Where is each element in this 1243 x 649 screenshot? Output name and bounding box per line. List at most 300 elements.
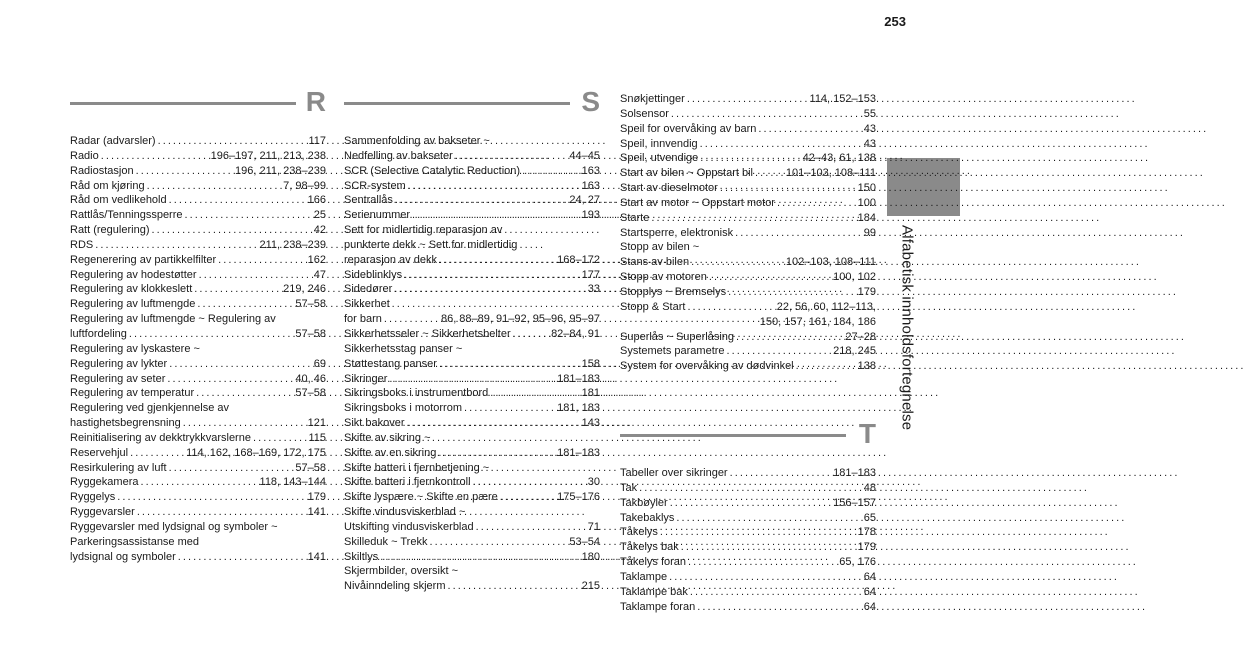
entry-term: SCR (Selective Catalytic Reduction) bbox=[344, 164, 521, 177]
entry-term: Tåkelys bbox=[620, 526, 658, 539]
entry-term: Takebaklys bbox=[620, 511, 675, 524]
entry-pages: 141 bbox=[307, 506, 326, 519]
entry-row bbox=[620, 285, 876, 300]
entry-text-line: Sikkerhet bbox=[344, 298, 390, 311]
index-entry bbox=[620, 107, 876, 122]
entry-pages: 175–176 bbox=[557, 491, 600, 504]
entry-text-line: Skifte vindusviskerblad ~ bbox=[344, 506, 466, 519]
entry-text-line: Skifte av sikring ~ bbox=[344, 431, 431, 444]
entry-row bbox=[620, 211, 876, 226]
index-entry bbox=[344, 431, 600, 461]
dot-leader bbox=[464, 401, 555, 416]
dot-leader bbox=[691, 255, 784, 270]
index-entry bbox=[70, 461, 326, 476]
entry-pages: 162 bbox=[307, 253, 326, 266]
entry-pages: 143 bbox=[581, 417, 600, 430]
entry-pages: 168–172 bbox=[557, 253, 600, 266]
entry-row bbox=[70, 149, 326, 164]
entry-pages: 219, 246 bbox=[283, 283, 326, 296]
entry-row bbox=[70, 505, 326, 520]
dot-leader bbox=[412, 208, 580, 223]
entry-row bbox=[620, 466, 876, 481]
entry-row bbox=[344, 164, 600, 179]
index-entry bbox=[70, 520, 326, 565]
index-entry bbox=[70, 386, 326, 401]
entry-term: RDS bbox=[70, 238, 94, 251]
entry-row bbox=[620, 481, 876, 496]
dot-leader bbox=[730, 466, 832, 481]
index-entry bbox=[70, 372, 326, 387]
entry-term: Reservehjul bbox=[70, 446, 129, 459]
page-number: 253 bbox=[884, 14, 906, 29]
dot-leader bbox=[687, 92, 808, 107]
index-entry bbox=[344, 327, 600, 342]
index-entry bbox=[620, 92, 876, 107]
entry-row bbox=[344, 550, 600, 565]
entry-row bbox=[344, 268, 600, 283]
entry-pages: 163 bbox=[581, 164, 600, 177]
entry-row bbox=[620, 151, 876, 166]
entry-term: lydsignal og symboler bbox=[70, 550, 176, 563]
index-entry bbox=[620, 196, 876, 211]
dot-leader bbox=[253, 431, 306, 446]
entry-pages: 33 bbox=[587, 283, 600, 296]
entry-row bbox=[620, 555, 876, 570]
entry-row bbox=[70, 238, 326, 253]
entry-pages: 215 bbox=[581, 580, 600, 593]
dot-leader bbox=[439, 253, 555, 268]
entry-term: Regenerering av partikkelfilter bbox=[70, 253, 217, 266]
entry-term: Taklampe bak bbox=[620, 585, 688, 598]
entry-pages: 43 bbox=[863, 137, 876, 150]
dot-leader bbox=[676, 511, 861, 526]
index-entry bbox=[620, 511, 876, 526]
index-entry bbox=[344, 342, 600, 372]
entry-term: Takbøyler bbox=[620, 496, 668, 509]
entry-text-line: Ryggevarsler med lydsignal og symboler ~ bbox=[70, 520, 278, 533]
entry-row bbox=[70, 223, 326, 238]
dot-leader bbox=[130, 446, 184, 461]
entry-row bbox=[344, 282, 600, 297]
entry-term: Ryggelys bbox=[70, 491, 116, 504]
entry-term: Start av dieselmotor bbox=[620, 182, 718, 195]
index-entry bbox=[344, 372, 600, 387]
dot-leader bbox=[476, 520, 586, 535]
index-entry bbox=[620, 330, 876, 345]
entry-term: Råd om kjøring bbox=[70, 179, 145, 192]
heading-rule bbox=[344, 102, 570, 105]
entry-row bbox=[344, 179, 600, 194]
entry-text-line: Sammenfolding av bakseter ~ bbox=[344, 135, 490, 147]
index-entry bbox=[344, 401, 600, 416]
entry-term: Regulering av lykter bbox=[70, 357, 168, 370]
index-entry bbox=[620, 585, 876, 600]
entry-term: Skilleduk ~ Trekk bbox=[344, 535, 428, 548]
index-entry bbox=[344, 208, 600, 223]
entry-text-line: Parkeringsassistanse med bbox=[70, 535, 200, 548]
entry-pages: 181–183 bbox=[557, 446, 600, 459]
dot-leader bbox=[639, 481, 862, 496]
dot-leader bbox=[500, 490, 555, 505]
entry-row bbox=[620, 525, 876, 540]
index-entry bbox=[620, 151, 876, 166]
entry-term: Radio bbox=[70, 149, 99, 162]
entry-row bbox=[620, 166, 876, 181]
index-entry bbox=[620, 555, 876, 570]
entry-pages: 99 bbox=[863, 226, 876, 239]
entry-row bbox=[620, 122, 876, 137]
entry-pages: 65 bbox=[863, 511, 876, 524]
dot-leader bbox=[199, 268, 312, 283]
entry-pages: 184 bbox=[857, 211, 876, 224]
entry-term: Skiltlys bbox=[344, 550, 379, 563]
entry-term: Tabeller over sikringer bbox=[620, 467, 728, 480]
dot-leader bbox=[490, 386, 579, 401]
entry-row bbox=[620, 344, 876, 359]
entry-text-line: Sikkerhetsstag panser ~ bbox=[344, 342, 463, 355]
index-entry bbox=[620, 166, 876, 181]
index-column-r bbox=[70, 86, 326, 564]
entry-term: Regulering av temperatur bbox=[70, 387, 195, 400]
entry-term: Nedfelling av bakseter bbox=[344, 149, 453, 162]
entry-term: Starte bbox=[620, 211, 650, 224]
entry-term: Speil, innvendig bbox=[620, 137, 698, 150]
dot-leader bbox=[681, 540, 856, 555]
entry-pages: 179 bbox=[857, 541, 876, 554]
entry-row bbox=[344, 579, 600, 594]
entry-pages: 102–103, 108–111 bbox=[785, 256, 876, 269]
entry-pages: 179 bbox=[857, 285, 876, 298]
entry-row bbox=[70, 179, 326, 194]
entry-pages: 82–84, 91 bbox=[551, 327, 600, 340]
entry-text-line: Skifte batteri i fjernbetjening ~ bbox=[344, 461, 490, 474]
entry-row bbox=[620, 196, 876, 211]
entry-term: Taklampe bbox=[620, 570, 668, 583]
entry-row bbox=[70, 550, 326, 565]
dot-leader bbox=[380, 550, 579, 565]
dot-leader bbox=[448, 579, 580, 594]
index-entry bbox=[620, 211, 876, 226]
section-gap bbox=[620, 374, 876, 418]
entry-row bbox=[344, 208, 600, 223]
entry-pages: 57–58 bbox=[295, 461, 326, 474]
dot-leader bbox=[473, 475, 586, 490]
index-entry bbox=[70, 297, 326, 312]
index-entry bbox=[70, 431, 326, 446]
index-entry bbox=[70, 268, 326, 283]
entry-pages: 44–45 bbox=[569, 149, 600, 162]
dot-leader bbox=[735, 226, 862, 241]
dot-leader bbox=[727, 344, 832, 359]
index-entry bbox=[344, 490, 600, 505]
entry-pages: 193 bbox=[581, 209, 600, 222]
index-entry bbox=[344, 134, 600, 164]
index-entry bbox=[70, 164, 326, 179]
entry-row bbox=[70, 416, 326, 431]
entry-term: Skifte av en sikring bbox=[344, 446, 437, 459]
entry-row bbox=[620, 107, 876, 122]
index-entry bbox=[70, 401, 326, 431]
entry-term: Tak bbox=[620, 481, 638, 494]
entry-pages: 181–183 bbox=[833, 467, 876, 480]
entry-pages: 100 bbox=[857, 196, 876, 209]
section-letter: T bbox=[858, 418, 876, 450]
entry-row bbox=[344, 416, 600, 431]
index-entry bbox=[620, 137, 876, 152]
entry-term: Sikt bakover bbox=[344, 417, 405, 430]
dot-leader bbox=[169, 461, 294, 476]
index-entry bbox=[344, 416, 600, 431]
dot-leader bbox=[185, 208, 312, 223]
entry-term: Stopp & Start bbox=[620, 300, 686, 313]
index-column-s-continued bbox=[620, 92, 876, 614]
dot-leader bbox=[408, 179, 580, 194]
index-entry bbox=[344, 505, 600, 535]
dot-leader bbox=[394, 282, 585, 297]
entry-pages: 117 bbox=[308, 135, 326, 147]
index-entry bbox=[70, 238, 326, 253]
entry-term: Regulering av seter bbox=[70, 372, 166, 385]
index-entry bbox=[70, 475, 326, 490]
index-entry bbox=[620, 600, 876, 615]
entry-row bbox=[620, 92, 876, 107]
dot-leader bbox=[196, 386, 293, 401]
dot-leader bbox=[651, 211, 855, 226]
entry-pages: 181 bbox=[581, 387, 600, 400]
dot-leader bbox=[218, 253, 306, 268]
entry-text-line: Sett for midlertidig reparasjon av bbox=[344, 224, 503, 237]
entry-row bbox=[70, 475, 326, 490]
dot-leader bbox=[178, 550, 306, 565]
entry-term: System for overvåking av dødvinkel bbox=[620, 360, 794, 373]
dot-leader bbox=[522, 164, 580, 179]
entry-term: Tåkelys bak bbox=[620, 541, 679, 554]
entry-row bbox=[344, 312, 600, 327]
entry-row bbox=[70, 297, 326, 312]
entry-term: Regulering av klokkeslett bbox=[70, 283, 193, 296]
entry-term: reparasjon av dekk bbox=[344, 253, 437, 266]
dot-leader bbox=[136, 164, 233, 179]
entry-term: Sidedører bbox=[344, 283, 393, 296]
entry-row bbox=[70, 193, 326, 208]
dot-leader bbox=[151, 223, 311, 238]
entry-row bbox=[70, 208, 326, 223]
dot-leader bbox=[404, 268, 580, 283]
entry-row bbox=[620, 359, 876, 374]
entry-term: Rattlås/Tenningssperre bbox=[70, 209, 183, 222]
index-entry bbox=[344, 564, 600, 594]
entry-row bbox=[620, 585, 876, 600]
dot-leader bbox=[95, 238, 257, 253]
dot-leader bbox=[117, 490, 305, 505]
entry-term: Stopp av motoren bbox=[620, 271, 707, 284]
entry-row bbox=[70, 446, 326, 461]
entry-pages: 65, 176 bbox=[839, 556, 876, 569]
entry-row bbox=[70, 461, 326, 476]
entry-list bbox=[620, 92, 876, 374]
index-entry bbox=[620, 240, 876, 270]
entry-term: Speil for overvåking av barn bbox=[620, 122, 757, 135]
dot-leader bbox=[429, 535, 567, 550]
heading-rule bbox=[620, 434, 846, 437]
entry-pages: 24, 27 bbox=[569, 194, 600, 207]
entry-term: Speil, utvendige bbox=[620, 152, 699, 165]
entry-pages: 156–157 bbox=[833, 496, 876, 509]
index-entry bbox=[620, 540, 876, 555]
entry-pages: 114, 152–153 bbox=[809, 93, 876, 105]
dot-leader bbox=[389, 372, 555, 387]
entry-row bbox=[344, 327, 600, 342]
index-entry bbox=[344, 535, 600, 550]
entry-row bbox=[620, 255, 876, 270]
entry-term: Reinitialisering av dekktrykkvarslerne bbox=[70, 431, 251, 444]
dot-leader bbox=[688, 555, 837, 570]
entry-pages: 118, 143–144 bbox=[259, 476, 326, 489]
entry-pages: 196–197, 211, 213, 238 bbox=[210, 149, 326, 162]
entry-term: Radar (advarsler) bbox=[70, 135, 156, 147]
index-entry bbox=[620, 181, 876, 196]
entry-term: Råd om vedlikehold bbox=[70, 194, 167, 207]
entry-row bbox=[70, 431, 326, 446]
entry-term: Sikringsboks i instrumentbord bbox=[344, 387, 489, 400]
entry-term: Start av motor ~ Oppstart motor bbox=[620, 196, 775, 209]
entry-pages: 177 bbox=[581, 268, 600, 281]
entry-pages: 141 bbox=[307, 550, 326, 563]
index-entry bbox=[620, 525, 876, 540]
entry-pages: 178 bbox=[857, 526, 876, 539]
index-entry bbox=[620, 496, 876, 511]
entry-term: Sideblinklys bbox=[344, 268, 403, 281]
dot-leader bbox=[384, 312, 439, 327]
entry-term: Superlås ~ Superlåsing bbox=[620, 330, 735, 343]
index-entry bbox=[70, 193, 326, 208]
entry-row bbox=[70, 253, 326, 268]
entry-term: Nivåinndeling skjerm bbox=[344, 580, 446, 593]
entry-row bbox=[70, 134, 326, 149]
entry-pages: 158 bbox=[581, 357, 600, 370]
dot-leader bbox=[183, 416, 306, 431]
entry-list bbox=[620, 466, 876, 614]
entry-list bbox=[344, 134, 600, 594]
entry-term: luftfordeling bbox=[70, 327, 127, 340]
entry-pages-continued: 150, 157, 161, 184, 186 bbox=[759, 315, 876, 328]
entry-term: Stans av bilen bbox=[620, 256, 690, 269]
entry-term: Solsensor bbox=[620, 107, 669, 120]
entry-row bbox=[344, 386, 600, 401]
entry-term: Støttestang panser bbox=[344, 357, 437, 370]
entry-term: Ratt (regulering) bbox=[70, 224, 150, 237]
index-entry bbox=[70, 490, 326, 505]
entry-text-line: Regulering av luftmengde ~ Regulering av bbox=[70, 313, 276, 326]
entry-row bbox=[620, 330, 876, 345]
dot-leader bbox=[169, 357, 312, 372]
letter-heading bbox=[70, 86, 326, 122]
entry-pages: 57–58 bbox=[295, 298, 326, 311]
entry-term: for barn bbox=[344, 313, 382, 326]
dot-leader bbox=[137, 505, 306, 520]
entry-pages: 101–103, 108–111 bbox=[785, 167, 876, 180]
entry-term: Sikkerhetsseler ~ Sikkerhetsbelter bbox=[344, 327, 511, 340]
entry-row bbox=[70, 357, 326, 372]
entry-pages: 114, 162, 168–169, 172, 175 bbox=[186, 446, 326, 459]
index-entry bbox=[344, 179, 600, 194]
index-entry bbox=[70, 446, 326, 461]
index-entry bbox=[620, 300, 876, 330]
entry-pages: 211, 238–239 bbox=[259, 238, 326, 251]
entry-pages: 121 bbox=[307, 417, 326, 430]
entry-term: Resirkulering av luft bbox=[70, 461, 167, 474]
entry-pages: 69 bbox=[313, 357, 326, 370]
index-entry bbox=[70, 312, 326, 342]
entry-pages: 150 bbox=[857, 182, 876, 195]
index-entry bbox=[70, 223, 326, 238]
index-entry bbox=[620, 359, 876, 374]
entry-row bbox=[70, 164, 326, 179]
entry-row bbox=[70, 268, 326, 283]
entry-term: Sikringsboks i motorrom bbox=[344, 402, 462, 415]
index-entry bbox=[344, 193, 600, 208]
entry-pages: 218, 245 bbox=[833, 345, 876, 358]
entry-row bbox=[620, 226, 876, 241]
entry-text-line: Stopp av bilen ~ bbox=[620, 241, 700, 254]
entry-row bbox=[70, 372, 326, 387]
entry-text-line: Regulering av lyskastere ~ bbox=[70, 342, 200, 355]
entry-pages: 71 bbox=[587, 520, 600, 533]
entry-term: Ryggevarsler bbox=[70, 506, 135, 519]
dot-leader bbox=[690, 585, 862, 600]
entry-row bbox=[620, 270, 876, 285]
entry-pages: 86, 88–89, 91–92, 95–96, 95–97 bbox=[440, 313, 600, 326]
index-entry bbox=[344, 268, 600, 283]
dot-leader bbox=[439, 357, 580, 372]
letter-heading bbox=[620, 418, 876, 454]
letter-heading bbox=[344, 86, 600, 122]
dot-leader bbox=[736, 330, 843, 345]
entry-term: Skifte lyspære ~ Skifte en pære bbox=[344, 491, 498, 504]
entry-row bbox=[344, 372, 600, 387]
entry-row bbox=[344, 535, 600, 550]
entry-text-line: Skjermbilder, oversikt ~ bbox=[344, 565, 459, 578]
entry-pages: 138 bbox=[857, 360, 876, 373]
entry-row bbox=[620, 137, 876, 152]
entry-pages: 179 bbox=[307, 491, 326, 504]
index-entry bbox=[620, 466, 876, 481]
entry-row bbox=[344, 520, 600, 535]
entry-pages: 163 bbox=[581, 179, 600, 192]
entry-row bbox=[344, 401, 600, 416]
entry-term: Tåkelys foran bbox=[620, 556, 687, 569]
entry-pages: 42 bbox=[313, 224, 326, 237]
dot-leader bbox=[796, 359, 856, 374]
entry-row bbox=[344, 149, 600, 164]
entry-pages: 48 bbox=[863, 481, 876, 494]
entry-pages: 64 bbox=[863, 600, 876, 613]
entry-pages: 55 bbox=[863, 107, 876, 120]
entry-pages: 22, 56, 60, 112–113, bbox=[776, 300, 876, 313]
index-entry bbox=[70, 282, 326, 297]
index-entry bbox=[70, 342, 326, 372]
entry-row bbox=[70, 282, 326, 297]
entry-row bbox=[344, 193, 600, 208]
dot-leader bbox=[167, 372, 293, 387]
index-entry bbox=[620, 481, 876, 496]
index-entry bbox=[344, 386, 600, 401]
entry-pages: 27–28 bbox=[845, 330, 876, 343]
entry-pages: 181, 183 bbox=[557, 402, 600, 415]
entry-pages: 25 bbox=[313, 209, 326, 222]
entry-term: Regulering av hodestøtter bbox=[70, 268, 197, 281]
index-entry bbox=[70, 208, 326, 223]
